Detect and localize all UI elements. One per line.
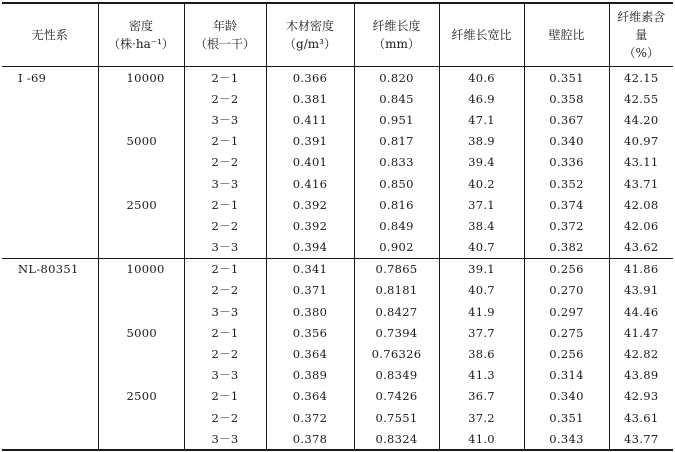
cell-clone — [2, 109, 98, 130]
table-row — [2, 386, 673, 407]
cell-ratio: 40.6 — [439, 67, 524, 89]
cell-density: 10000 — [98, 67, 184, 89]
header-age-line1: 年龄 — [212, 19, 237, 33]
cell-age: 3－3 — [184, 301, 266, 322]
table-row — [2, 173, 673, 194]
cell-ratio: 39.1 — [439, 258, 524, 280]
cell-ratio: 38.9 — [439, 131, 524, 152]
cell-fiber-length: 0.833 — [354, 152, 439, 173]
cell-wood-density: 0.392 — [266, 215, 354, 236]
cell-age: 2－1 — [184, 67, 266, 89]
header-row — [2, 3, 673, 67]
cell-wood-density: 0.372 — [266, 407, 354, 428]
cell-age: 2－2 — [184, 280, 266, 301]
cell-fiber-length: 0.8324 — [354, 428, 439, 450]
cell-wood-density: 0.371 — [266, 280, 354, 301]
header-fiber-length-line2: （mm） — [373, 37, 420, 51]
cell-fiber-length: 0.8349 — [354, 365, 439, 386]
cell-wood-density: 0.381 — [266, 88, 354, 109]
cell-ratio: 37.7 — [439, 322, 524, 343]
cell-clone — [2, 131, 98, 152]
header-wall-line1: 壁腔比 — [548, 28, 585, 42]
table-row — [2, 407, 673, 428]
header-cell-wall — [524, 3, 609, 67]
cell-clone — [2, 173, 98, 194]
cell-density: 5000 — [98, 131, 184, 152]
cell-density: 5000 — [98, 322, 184, 343]
cell-clone: I -69 — [18, 70, 47, 85]
table-row — [2, 88, 673, 109]
cell-cellulose: 44.46 — [609, 301, 673, 322]
table-row — [2, 322, 673, 343]
cell-age: 2－1 — [184, 322, 266, 343]
header-age-line2: （根一干） — [194, 37, 255, 51]
cell-age: 2－1 — [184, 131, 266, 152]
cell-ratio: 47.1 — [439, 109, 524, 130]
cell-clone — [2, 194, 98, 215]
cell-age: 2－2 — [184, 343, 266, 364]
cell-cellulose: 42.06 — [609, 215, 673, 236]
cell-wall: 0.372 — [524, 215, 609, 236]
cell-density — [98, 88, 184, 109]
header-cellulose-line2: （%） — [623, 46, 659, 60]
cell-clone — [2, 343, 98, 364]
cell-wood-density: 0.364 — [266, 386, 354, 407]
cell-wood-density: 0.392 — [266, 194, 354, 215]
cell-wall: 0.336 — [524, 152, 609, 173]
cell-density — [98, 407, 184, 428]
cell-cellulose: 42.93 — [609, 386, 673, 407]
cell-ratio: 37.1 — [439, 194, 524, 215]
header-wood-density-line2: （g/m³） — [284, 37, 336, 51]
cell-fiber-length: 0.951 — [354, 109, 439, 130]
header-ratio-line1: 纤维长宽比 — [451, 28, 512, 42]
cell-density — [98, 428, 184, 450]
cell-density: 2500 — [98, 386, 184, 407]
cell-clone — [2, 237, 98, 259]
cell-wall: 0.343 — [524, 428, 609, 450]
cell-cellulose: 42.55 — [609, 88, 673, 109]
table-row — [2, 152, 673, 173]
cell-cellulose: 41.47 — [609, 322, 673, 343]
cell-ratio: 40.7 — [439, 237, 524, 259]
cell-cellulose: 43.89 — [609, 365, 673, 386]
cell-age: 2－2 — [184, 215, 266, 236]
cell-wall: 0.314 — [524, 365, 609, 386]
header-cell-wood-density — [266, 3, 354, 67]
header-fiber-length-line1: 纤维长度 — [372, 19, 421, 33]
cell-wall: 0.351 — [524, 407, 609, 428]
cell-wall: 0.352 — [524, 173, 609, 194]
cell-clone — [2, 88, 98, 109]
cell-cellulose: 44.20 — [609, 109, 673, 130]
table-row — [2, 301, 673, 322]
cell-clone — [2, 428, 98, 450]
cell-density — [98, 215, 184, 236]
cell-fiber-length: 0.7426 — [354, 386, 439, 407]
cell-cellulose: 41.86 — [609, 258, 673, 280]
cell-ratio: 39.4 — [439, 152, 524, 173]
cell-cellulose: 43.71 — [609, 173, 673, 194]
cell-fiber-length: 0.8181 — [354, 280, 439, 301]
header-cell-ratio — [439, 3, 524, 67]
data-table — [2, 2, 673, 451]
cell-clone: NL-80351 — [2, 258, 98, 280]
cell-wood-density: 0.364 — [266, 343, 354, 364]
cell-clone — [2, 365, 98, 386]
cell-ratio: 40.2 — [439, 173, 524, 194]
cell-age: 2－1 — [184, 386, 266, 407]
cell-cellulose: 43.91 — [609, 280, 673, 301]
cell-wall: 0.351 — [524, 67, 609, 89]
cell-age: 3－3 — [184, 109, 266, 130]
cell-density: 2500 — [98, 194, 184, 215]
table-row — [2, 428, 673, 450]
cell-fiber-length: 0.7394 — [354, 322, 439, 343]
cell-cellulose: 43.62 — [609, 237, 673, 259]
cell-cellulose: 42.82 — [609, 343, 673, 364]
cell-wall: 0.256 — [524, 258, 609, 280]
cell-wall: 0.340 — [524, 131, 609, 152]
cell-wall: 0.340 — [524, 386, 609, 407]
header-cell-clone — [2, 3, 98, 67]
header-cell-density — [98, 3, 184, 67]
cell-age: 3－3 — [184, 365, 266, 386]
cell-ratio: 41.3 — [439, 365, 524, 386]
cell-clone — [2, 280, 98, 301]
cell-clone — [2, 407, 98, 428]
header-cell-cellulose — [609, 3, 673, 67]
cell-cellulose: 42.08 — [609, 194, 673, 215]
cell-density — [98, 301, 184, 322]
table-row — [2, 215, 673, 236]
cell-wood-density: 0.380 — [266, 301, 354, 322]
table-body — [2, 67, 673, 451]
cell-clone — [2, 322, 98, 343]
cell-wood-density: 0.378 — [266, 428, 354, 450]
cell-density — [98, 343, 184, 364]
table-row — [2, 258, 673, 280]
header-cellulose-line1: 纤维素含量 — [617, 10, 666, 42]
cell-wall: 0.270 — [524, 280, 609, 301]
header-cell-age — [184, 3, 266, 67]
cell-ratio: 38.4 — [439, 215, 524, 236]
cell-wall: 0.374 — [524, 194, 609, 215]
cell-density — [98, 365, 184, 386]
header-wood-density-line1: 木材密度 — [285, 19, 334, 33]
cell-density: 10000 — [98, 258, 184, 280]
cell-wood-density: 0.389 — [266, 365, 354, 386]
cell-ratio: 46.9 — [439, 88, 524, 109]
cell-age: 3－3 — [184, 237, 266, 259]
table-row — [2, 343, 673, 364]
cell-cellulose: 40.97 — [609, 131, 673, 152]
cell-wall: 0.297 — [524, 301, 609, 322]
cell-wood-density: 0.391 — [266, 131, 354, 152]
header-density-line1: 密度 — [128, 19, 153, 33]
cell-fiber-length: 0.76326 — [354, 343, 439, 364]
cell-ratio: 36.7 — [439, 386, 524, 407]
cell-ratio: 41.0 — [439, 428, 524, 450]
cell-density — [98, 280, 184, 301]
header-clone-line1: 无性系 — [31, 28, 68, 42]
table-row — [2, 280, 673, 301]
cell-cellulose: 43.77 — [609, 428, 673, 450]
cell-age: 2－2 — [184, 152, 266, 173]
cell-clone — [2, 152, 98, 173]
cell-density — [98, 173, 184, 194]
cell-wood-density: 0.416 — [266, 173, 354, 194]
cell-clone — [2, 215, 98, 236]
cell-wood-density: 0.411 — [266, 109, 354, 130]
cell-cellulose: 42.15 — [609, 67, 673, 89]
table-row — [2, 194, 673, 215]
cell-density — [98, 152, 184, 173]
table-row — [2, 237, 673, 259]
cell-wood-density: 0.394 — [266, 237, 354, 259]
cell-fiber-length: 0.902 — [354, 237, 439, 259]
cell-wood-density: 0.401 — [266, 152, 354, 173]
cell-fiber-length: 0.850 — [354, 173, 439, 194]
cell-clone — [2, 386, 98, 407]
cell-wall: 0.358 — [524, 88, 609, 109]
cell-ratio: 37.2 — [439, 407, 524, 428]
header-density-line2: （株·ha⁻¹） — [108, 37, 174, 51]
cell-fiber-length: 0.849 — [354, 215, 439, 236]
cell-density — [98, 237, 184, 259]
cell-age: 3－3 — [184, 428, 266, 450]
cell-cellulose: 43.61 — [609, 407, 673, 428]
cell-cellulose: 43.11 — [609, 152, 673, 173]
cell-wall: 0.382 — [524, 237, 609, 259]
cell-ratio: 40.7 — [439, 280, 524, 301]
cell-wood-density: 0.356 — [266, 322, 354, 343]
table-row — [2, 67, 673, 89]
cell-fiber-length: 0.845 — [354, 88, 439, 109]
table-row — [2, 109, 673, 130]
cell-age: 3－3 — [184, 173, 266, 194]
cell-age: 2－2 — [184, 88, 266, 109]
cell-clone — [2, 301, 98, 322]
cell-wood-density: 0.366 — [266, 67, 354, 89]
cell-ratio: 41.9 — [439, 301, 524, 322]
table-row — [2, 365, 673, 386]
cell-fiber-length: 0.820 — [354, 67, 439, 89]
cell-wall: 0.275 — [524, 322, 609, 343]
table-row — [2, 131, 673, 152]
cell-wall: 0.256 — [524, 343, 609, 364]
cell-density — [98, 109, 184, 130]
cell-age: 2－2 — [184, 407, 266, 428]
cell-wall: 0.367 — [524, 109, 609, 130]
cell-fiber-length: 0.7551 — [354, 407, 439, 428]
cell-age: 2－1 — [184, 258, 266, 280]
header-cell-fiber-length — [354, 3, 439, 67]
cell-ratio: 38.6 — [439, 343, 524, 364]
cell-age: 2－1 — [184, 194, 266, 215]
cell-wood-density: 0.341 — [266, 258, 354, 280]
table-header — [2, 3, 673, 67]
cell-fiber-length: 0.817 — [354, 131, 439, 152]
cell-fiber-length: 0.816 — [354, 194, 439, 215]
cell-fiber-length: 0.7865 — [354, 258, 439, 280]
cell-fiber-length: 0.8427 — [354, 301, 439, 322]
